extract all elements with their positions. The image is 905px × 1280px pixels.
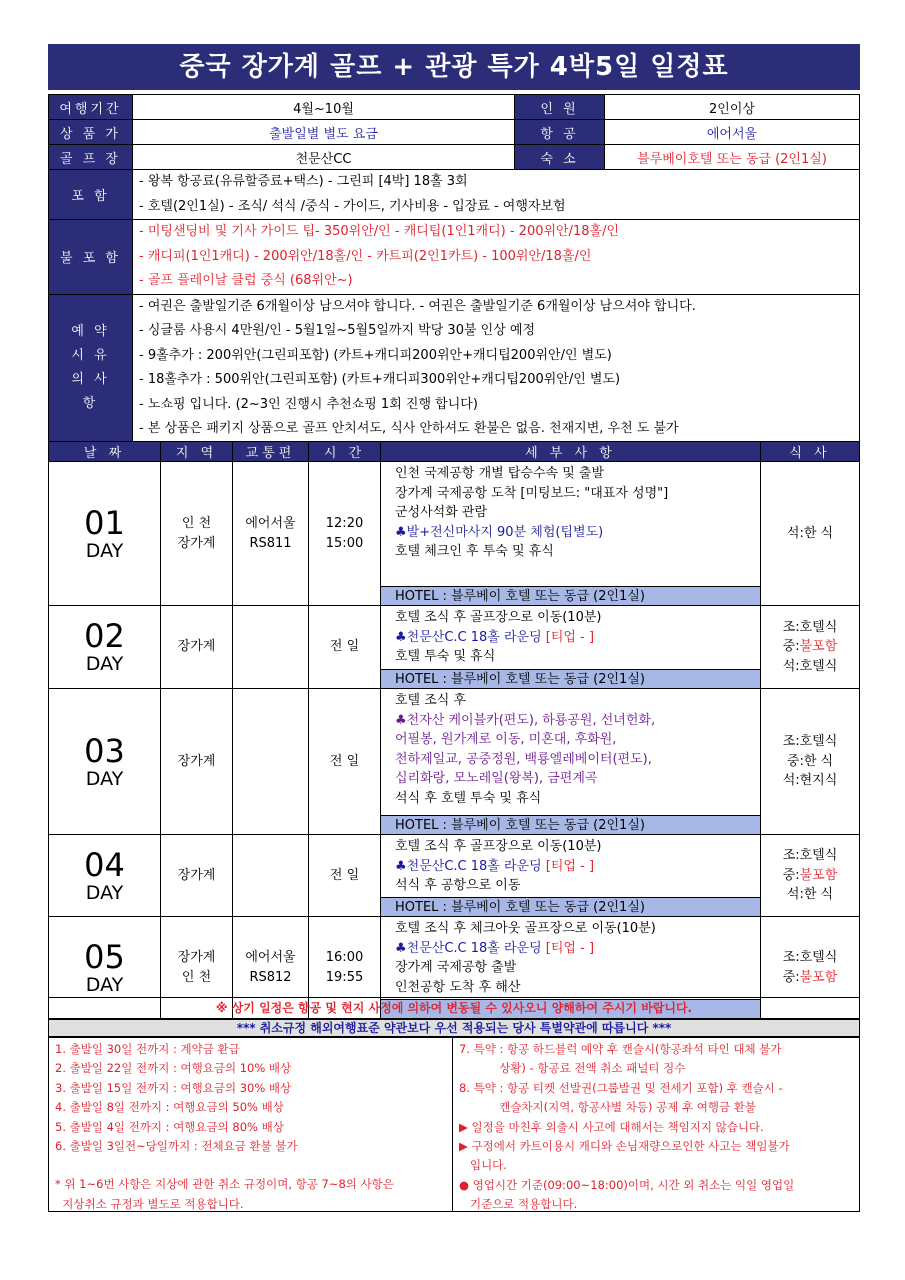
detail-line <box>395 608 760 628</box>
details-cell <box>381 689 761 835</box>
detail-line <box>395 769 760 789</box>
meal-line <box>761 752 859 772</box>
time-line: 12:20 <box>325 515 364 531</box>
cancel-rule: 5. 출발일 4일 전까지 : 여행요금의 80% 배상 <box>55 1119 284 1134</box>
cancel-rule: 7. 특약 : 항공 하드블럭 예약 후 캔슬시(항공좌석 타인 대체 불가 <box>459 1042 782 1056</box>
header-time: 시 간 <box>309 442 381 462</box>
detail-line <box>395 750 760 770</box>
time-line: 19:55 <box>325 969 364 985</box>
meal-text: 조:호텔식 <box>782 950 838 965</box>
hotel-bar: HOTEL : 블루베이 호텔 또는 동급 (2인1실) <box>381 669 760 688</box>
day-number: 03 <box>84 731 125 770</box>
transport-line: RS812 <box>249 969 292 985</box>
detail-text: ♣천문산C.C 18홀 라운딩 <box>395 858 546 874</box>
time-line: 15:00 <box>325 535 364 551</box>
detail-text: 석식 후 호텔 투숙 및 휴식 <box>395 790 542 806</box>
meals-cell <box>761 462 860 606</box>
meal-text: 중: <box>782 969 800 985</box>
transport-cell <box>233 689 309 835</box>
hotel-label: 숙 소 <box>515 145 605 170</box>
time-cell <box>309 689 381 835</box>
detail-text: 어필봉, 원가계로 이동, 미혼대, 후화원, <box>395 732 617 747</box>
detail-line <box>395 503 760 523</box>
cancel-rule: 2. 출발일 22일 전까지 : 여행요금의 10% 배상 <box>55 1061 292 1076</box>
detail-line <box>395 837 760 857</box>
period-label: 여행기간 <box>49 95 133 120</box>
cancel-rule: ▶ 구정에서 카트이용시 캐디와 손님재량으로인한 사고는 책임불가 <box>459 1139 790 1154</box>
notice-item: - 9홀추가 : 200위안(그린피포함) (카트+캐디피200위안+캐디팁200위안/인 별도) <box>139 347 612 363</box>
cancel-rule: 입니다. <box>459 1158 507 1173</box>
include-label: 포 함 <box>49 170 133 220</box>
time-cell <box>309 835 381 917</box>
notice-item: - 싱글룸 사용시 4만원/인 - 5월1일~5월5일까지 박당 30불 인상 예정 <box>139 323 536 338</box>
detail-line <box>395 628 760 648</box>
transport-line: 에어서울 <box>245 949 296 965</box>
detail-text: 장가계 국제공항 출발 <box>395 960 517 975</box>
airline-value: 에어서울 <box>605 120 860 145</box>
meal-text: 석:한 식 <box>786 887 834 903</box>
region-cell <box>161 462 233 606</box>
people-label: 인 원 <box>515 95 605 120</box>
detail-line <box>395 542 760 562</box>
details-cell <box>381 462 761 606</box>
schedule-row <box>49 606 860 689</box>
region-line: 장가계 <box>177 867 216 883</box>
detail-text: 군성사석화 관람 <box>395 505 488 520</box>
time-cell <box>309 606 381 689</box>
cancel-policy-right <box>453 1038 859 1211</box>
day-label: DAY <box>85 973 124 996</box>
detail-text: 호텔 조식 후 <box>395 693 467 708</box>
transport-cell <box>233 835 309 917</box>
schedule-table <box>48 441 860 1019</box>
meal-line <box>761 524 859 544</box>
meal-text: 조:호텔식 <box>782 848 838 864</box>
day-label: DAY <box>85 767 124 790</box>
meal-line <box>761 846 859 866</box>
day-cell <box>49 689 161 835</box>
detail-text: 호텔 조식 후 골프장으로 이동(10분) <box>395 839 602 854</box>
meal-line <box>761 637 859 657</box>
detail-text: 장가계 국제공항 도착 [미팅보드: "대표자 성명"] <box>395 485 669 501</box>
exclude-item: - 캐디피(1인1캐디) - 200위안/18홀/인 - 카트피(2인1카트) - 100위안/18홀/인 <box>139 248 592 264</box>
meals-cell <box>761 835 860 917</box>
airline-label: 항 공 <box>515 120 605 145</box>
time-line: 16:00 <box>325 949 364 965</box>
meal-excluded: 불포함 <box>799 639 838 655</box>
region-line: 장가계 <box>177 949 216 965</box>
hotel-bar: HOTEL : 블루베이 호텔 또는 동급 (2인1실) <box>381 815 760 834</box>
time-line: 전 일 <box>329 639 360 654</box>
detail-line <box>395 484 760 504</box>
detail-text: 십리화랑, 모노레일(왕복), 금편계곡 <box>395 771 598 786</box>
schedule-change-note: ※ 상기 일정은 항공 및 현지 사정에 의하여 변동될 수 있사오니 양해하여 주시기 바랍니다. <box>48 997 860 1019</box>
include-item: - 왕복 항공료(유류할증료+택스) - 그린피 [4박] 18홀 3회 <box>139 174 468 189</box>
hotel-bar: HOTEL : 블루베이 호텔 또는 동급 (2인1실) <box>381 586 760 605</box>
notice-list <box>133 294 860 442</box>
people-value: 2인이상 <box>605 95 860 120</box>
detail-text: ♣천문산C.C 18홀 라운딩 <box>395 629 546 645</box>
cancel-rule: 상황) - 항공료 전액 취소 패널티 징수 <box>459 1061 686 1076</box>
golf-value: 천문산CC <box>133 145 515 170</box>
page-title: 중국 장가계 골프 + 관광 특가 4박5일 일정표 <box>48 44 860 90</box>
region-cell <box>161 606 233 689</box>
include-item: - 호텔(2인1실) - 조식/ 석식 /중식 - 가이드, 기사비용 - 입장료 - 여행자보험 <box>139 198 566 214</box>
notice-item: - 본 상품은 패키지 상품으로 골프 안치셔도, 식사 안하셔도 환불은 없음. 천재지변, 우천 도 불가 <box>139 421 679 436</box>
transport-cell <box>233 462 309 606</box>
detail-line <box>395 857 760 877</box>
schedule-row <box>49 835 860 917</box>
detail-text: 호텔 체크인 후 투숙 및 휴식 <box>395 544 554 559</box>
day-label: DAY <box>85 881 124 904</box>
detail-line <box>395 464 760 484</box>
cancel-rule <box>55 1156 446 1175</box>
day-label: DAY <box>85 539 124 562</box>
transport-cell <box>233 606 309 689</box>
cancel-rule: ▶ 일정을 마친후 외출시 사고에 대해서는 책임지지 않습니다. <box>459 1119 764 1134</box>
time-line: 전 일 <box>329 867 360 883</box>
region-line: 장가계 <box>177 535 216 551</box>
meal-text: 중:한 식 <box>786 753 834 769</box>
time-cell <box>309 462 381 606</box>
hotel-value: 블루베이호텔 또는 동급 (2인1실) <box>605 145 860 170</box>
day-label: DAY <box>85 653 124 675</box>
day-cell <box>49 606 161 689</box>
notice-item: - 여권은 출발일기준 6개월이상 남으셔야 합니다. - 여권은 출발일기준 6개월이상 남으셔야 합니다. <box>139 298 696 314</box>
detail-text: 천하제일교, 공중정원, 백룡엘레베이터(편도), <box>395 751 652 767</box>
detail-line <box>395 730 760 750</box>
meal-excluded: 불포함 <box>799 867 838 883</box>
meal-text: 중: <box>782 867 800 883</box>
cancel-policy-header: *** 취소규정 해외여행표준 약관보다 우선 적용되는 당사 특별약관에 따릅니다 *** <box>48 1019 860 1037</box>
tee-time: [티업 - ] <box>545 858 595 874</box>
exclude-item: - 미팅샌딩비 및 기사 가이드 팁- 350위안/인 - 캐디팁(1인1캐디) - 200위안/18홀/인 <box>139 224 620 239</box>
transport-line: 에어서울 <box>245 515 296 531</box>
day-cell <box>49 462 161 606</box>
meal-text: 중: <box>782 639 800 655</box>
day-number: 01 <box>84 503 125 542</box>
detail-text: 호텔 투숙 및 휴식 <box>395 649 496 664</box>
detail-text: ♣발+전신마사지 90분 체험(팁별도) <box>395 524 604 540</box>
header-region: 지 역 <box>161 442 233 462</box>
meal-line <box>761 657 859 677</box>
detail-text: 인천 국제공항 개별 탑승수속 및 출발 <box>395 466 605 481</box>
schedule-row <box>49 462 860 606</box>
transport-line: RS811 <box>249 535 292 551</box>
price-value: 출발일별 별도 요금 <box>133 120 515 145</box>
meal-line <box>761 618 859 638</box>
meal-text: 조:호텔식 <box>782 734 838 750</box>
region-cell <box>161 835 233 917</box>
exclude-list <box>133 220 860 295</box>
cancel-policy-left <box>49 1038 453 1211</box>
notice-label: 예 약 시 유 의 사 항 <box>49 294 133 442</box>
day-cell <box>49 835 161 917</box>
cancel-rule: * 위 1~6번 사항은 지상에 관한 취소 규정이며, 항공 7~8의 사항은 <box>55 1177 394 1192</box>
day-number: 04 <box>84 845 125 884</box>
header-meals: 식 사 <box>761 442 860 462</box>
cancel-rule: 지상취소 규정과 별도로 적용합니다. <box>55 1196 244 1211</box>
header-details: 세 부 사 항 <box>381 442 761 462</box>
notice-item: - 노쇼핑 입니다. (2~3인 진행시 추천쇼핑 1회 진행 합니다) <box>139 396 478 412</box>
detail-line <box>395 647 760 667</box>
meal-line <box>761 968 859 988</box>
region-line: 장가계 <box>177 639 216 654</box>
cancel-rule: ● 영업시간 기준(09:00~18:00)이며, 시간 외 취소는 익일 영업일 <box>459 1177 795 1192</box>
meals-cell <box>761 606 860 689</box>
cancel-rule: 3. 출발일 15일 전까지 : 여행요금의 30% 배상 <box>55 1080 292 1095</box>
meal-text: 조:호텔식 <box>782 619 838 635</box>
meal-line <box>761 885 859 905</box>
meal-text: 석:호텔식 <box>782 658 838 674</box>
meal-line <box>761 866 859 886</box>
hotel-bar: HOTEL : 블루베이 호텔 또는 동급 (2인1실) <box>381 897 760 916</box>
details-cell <box>381 606 761 689</box>
day-number: 05 <box>84 937 125 976</box>
region-cell <box>161 689 233 835</box>
detail-line <box>395 711 760 731</box>
tee-time: [티업 - ] <box>545 629 595 645</box>
details-cell <box>381 835 761 917</box>
cancel-rule: 기준으로 적용합니다. <box>459 1197 578 1212</box>
meal-line <box>761 948 859 968</box>
day-number: 02 <box>84 617 125 655</box>
cancel-rule: 8. 특약 : 항공 티켓 선발권(그룹발권 및 전세기 포함) 후 캔슬시 - <box>459 1080 783 1095</box>
header-transport: 교통편 <box>233 442 309 462</box>
cancel-rule: 6. 출발일 3일전~당일까지 : 전체요금 환불 불가 <box>55 1139 298 1154</box>
info-table <box>48 94 860 443</box>
meal-text: 석:한 식 <box>786 525 834 541</box>
meal-text: 석:현지식 <box>782 773 838 789</box>
meal-excluded: 불포함 <box>799 969 838 985</box>
region-line: 인 천 <box>181 515 212 531</box>
exclude-label: 불 포 함 <box>49 220 133 295</box>
detail-line <box>395 939 760 959</box>
cancel-rule: 캔슬차지(지역, 항공사별 차등) 공제 후 여행금 환불 <box>459 1100 756 1115</box>
schedule-row <box>49 689 860 835</box>
price-label: 상 품 가 <box>49 120 133 145</box>
detail-text: 석식 후 공항으로 이동 <box>395 878 521 893</box>
golf-label: 골 프 장 <box>49 145 133 170</box>
detail-line <box>395 978 760 998</box>
detail-line <box>395 876 760 896</box>
detail-line <box>395 523 760 543</box>
region-line: 장가계 <box>177 753 216 769</box>
period-value: 4월~10월 <box>133 95 515 120</box>
meals-cell <box>761 689 860 835</box>
tee-time: [티업 - ] <box>545 940 595 956</box>
detail-line <box>395 691 760 711</box>
meal-line <box>761 771 859 791</box>
header-date: 날 짜 <box>49 442 161 462</box>
cancel-rule: 1. 출발일 30일 전까지 : 계약금 환급 <box>55 1042 240 1056</box>
detail-line <box>395 958 760 978</box>
detail-text: ♣천자산 케이블카(편도), 하룡공원, 선녀헌화, <box>395 712 656 728</box>
detail-line <box>395 789 760 809</box>
include-list <box>133 170 860 220</box>
notice-item: - 18홀추가 : 500위안(그린피포함) (카트+캐디피300위안+캐디팁200위안/인 별도) <box>139 372 621 387</box>
exclude-item: - 골프 플레이날 클럽 중식 (68위안~) <box>139 273 353 288</box>
detail-text: 호텔 조식 후 체크아웃 골프장으로 이동(10분) <box>395 921 656 936</box>
region-line: 인 천 <box>181 969 212 985</box>
detail-text: 호텔 조식 후 골프장으로 이동(10분) <box>395 610 602 625</box>
meal-line <box>761 732 859 752</box>
detail-text: ♣천문산C.C 18홀 라운딩 <box>395 940 546 956</box>
time-line: 전 일 <box>329 753 360 769</box>
detail-text: 인천공항 도착 후 해산 <box>395 979 521 995</box>
cancel-policy <box>48 1037 860 1212</box>
detail-line <box>395 919 760 939</box>
cancel-rule: 4. 출발일 8일 전까지 : 여행요금의 50% 배상 <box>55 1100 284 1115</box>
